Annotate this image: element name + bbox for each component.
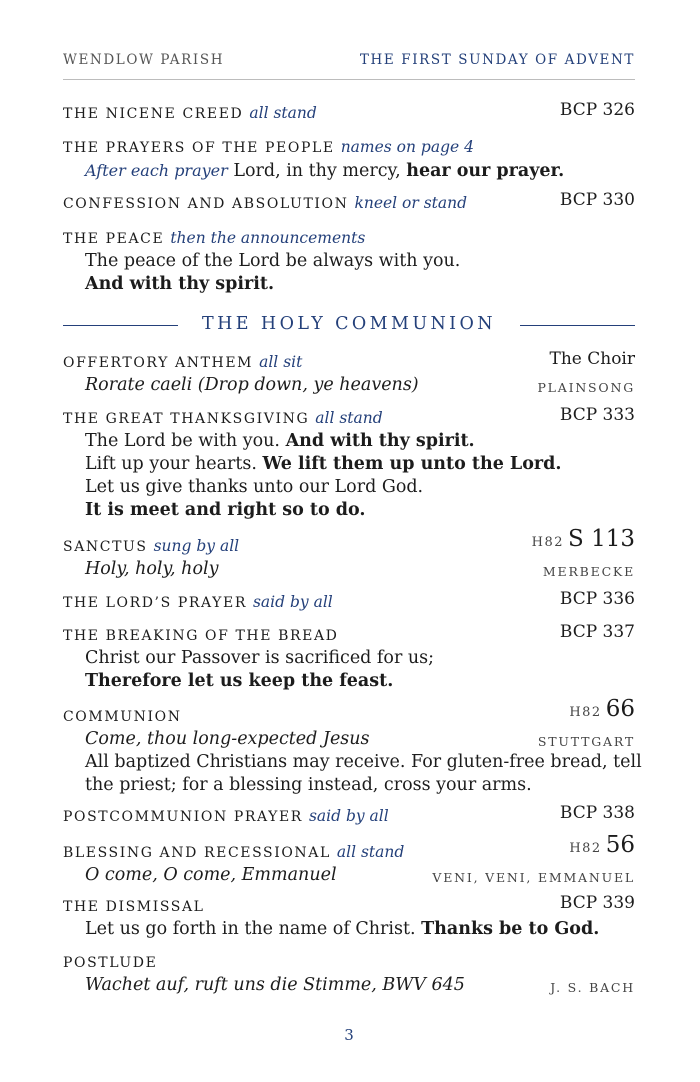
response-line: It is meet and right so to do. — [85, 500, 366, 520]
hymn-number: 66 — [605, 696, 635, 722]
running-header — [63, 52, 635, 70]
rubric-cue: kneel or stand — [354, 194, 468, 212]
entry-confession-and-absolution — [63, 190, 635, 215]
piece-title: Rorate caeli (Drop down, ye heavens) — [85, 375, 419, 395]
rubric-cue: names on page 4 — [340, 138, 474, 156]
entry-prayers-of-the-people — [63, 137, 635, 183]
entry-title: POSTLUDE — [63, 955, 158, 971]
section-title: THE HOLY COMMUNION — [202, 314, 496, 334]
music-line — [63, 728, 635, 751]
entry-title: THE BREAKING OF THE BREAD — [63, 628, 339, 644]
music-line — [63, 974, 635, 997]
hymn-reference — [532, 526, 635, 552]
book-reference: BCP 339 — [559, 893, 635, 913]
entry-communion — [63, 696, 642, 797]
entry-title: THE DISMISSAL — [63, 899, 205, 915]
entry-the-peace — [63, 228, 635, 296]
entry-great-thanksgiving — [63, 405, 635, 522]
entry-title: COMMUNION — [63, 709, 182, 725]
hymnal-abbrev: H82 — [569, 841, 602, 856]
music-line — [63, 864, 635, 887]
entry-title: BLESSING AND RECESSIONAL — [63, 845, 331, 861]
entry-blessing-and-recessional — [63, 832, 635, 887]
entry-title: THE NICENE CREED — [63, 106, 244, 122]
hymn-reference — [569, 832, 635, 858]
response-line: Therefore let us keep the feast. — [85, 671, 394, 691]
rubric-cue: said by all — [252, 593, 333, 611]
versicle-line: Christ our Passover is sacrificed for us; — [85, 648, 435, 668]
composer: STUTTGART — [537, 734, 635, 749]
dialogue-line — [63, 430, 635, 453]
communion-note-line-1: All baptized Christians may receive. For gluten-free bread, tell — [85, 752, 642, 772]
entry-title: THE PEACE — [63, 231, 165, 247]
composer: J. S. BACH — [550, 980, 635, 995]
entry-title: THE LORD’S PRAYER — [63, 595, 247, 611]
entry-title: THE PRAYERS OF THE PEOPLE — [63, 140, 335, 156]
entry-offertory-anthem — [63, 349, 635, 397]
response-text: We lift them up unto the Lord. — [262, 454, 562, 474]
hymn-number: 56 — [605, 832, 635, 858]
composer: PLAINSONG — [537, 380, 635, 395]
entry-sanctus — [63, 526, 635, 581]
rubric-cue: then the announcements — [170, 229, 366, 247]
section-rule-right — [520, 325, 635, 326]
versicle-text: Lift up your hearts. — [85, 454, 257, 474]
piece-title: Come, thou long-expected Jesus — [85, 729, 370, 749]
entry-lords-prayer — [63, 589, 635, 614]
book-reference: BCP 330 — [559, 190, 635, 210]
composer: VENI, VENI, EMMANUEL — [432, 870, 635, 885]
rubric-cue: all stand — [315, 409, 383, 427]
communion-note-line-2: the priest; for a blessing instead, cross your arms. — [85, 775, 532, 795]
dialogue-line — [63, 918, 635, 941]
rubric-cue: said by all — [308, 807, 389, 825]
entry-title: THE GREAT THANKSGIVING — [63, 411, 310, 427]
rubric-cue: all stand — [336, 843, 405, 861]
book-reference: BCP 337 — [559, 622, 635, 642]
versicle-text: Let us go forth in the name of Christ. — [85, 919, 416, 939]
versicle-text: Lord, in thy mercy, — [233, 161, 401, 181]
book-reference: BCP 333 — [559, 405, 635, 425]
liturgical-day: THE FIRST SUNDAY OF ADVENT — [359, 52, 635, 68]
response-text: hear our prayer. — [406, 161, 565, 181]
page-number: 3 — [344, 1026, 354, 1044]
hymn-reference — [569, 696, 635, 722]
entry-breaking-of-the-bread — [63, 622, 635, 693]
response-line — [63, 159, 635, 183]
piece-title: O come, O come, Emmanuel — [85, 865, 337, 885]
composer: MERBECKE — [542, 564, 635, 579]
entry-title: POSTCOMMUNION PRAYER — [63, 809, 303, 825]
entry-the-dismissal — [63, 893, 635, 941]
response-line: And with thy spirit. — [85, 274, 275, 294]
performer: The Choir — [549, 349, 635, 369]
entry-title: SANCTUS — [63, 539, 148, 555]
versicle-line: Let us give thanks unto our Lord God. — [85, 477, 424, 497]
rubric-cue: After each prayer — [85, 161, 228, 180]
parish-name: WENDLOW PARISH — [63, 52, 225, 68]
piece-title: Wachet auf, ruft uns die Stimme, BWV 645 — [85, 975, 465, 995]
rubric-cue: sung by all — [153, 537, 240, 555]
section-heading — [63, 314, 635, 338]
music-line — [63, 558, 635, 581]
response-text: Thanks be to God. — [421, 919, 600, 939]
header-rule — [63, 79, 635, 80]
music-line — [63, 374, 635, 397]
entry-title: OFFERTORY ANTHEM — [63, 355, 254, 371]
versicle-text: The Lord be with you. — [85, 431, 280, 451]
dialogue-line — [63, 453, 635, 476]
entry-postlude — [63, 952, 635, 997]
piece-title: Holy, holy, holy — [85, 559, 219, 579]
hymnal-abbrev: H82 — [569, 705, 602, 720]
hymnal-abbrev: H82 — [531, 535, 565, 550]
entry-title: CONFESSION AND ABSOLUTION — [63, 196, 349, 212]
rubric-cue: all sit — [259, 353, 303, 371]
entry-postcommunion-prayer — [63, 803, 635, 828]
book-reference: BCP 336 — [559, 589, 635, 609]
entry-nicene-creed — [63, 100, 635, 125]
hymn-number: S 113 — [568, 526, 635, 552]
response-text: And with thy spirit. — [285, 431, 475, 451]
versicle-line: The peace of the Lord be always with you. — [85, 251, 461, 271]
book-reference: BCP 326 — [559, 100, 635, 120]
rubric-cue: all stand — [249, 104, 317, 122]
book-reference: BCP 338 — [559, 803, 635, 823]
